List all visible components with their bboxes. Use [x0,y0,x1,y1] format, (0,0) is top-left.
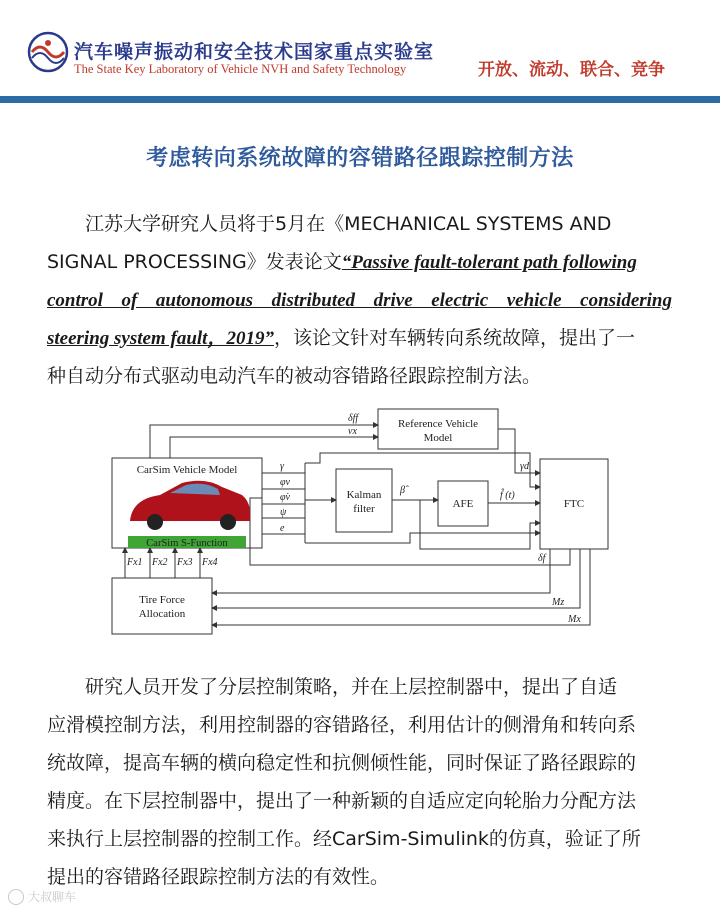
signal-fx1: Fx1 [127,557,143,568]
intro-line-2 [47,243,672,281]
signal-gamma-d: γd [520,461,529,472]
signal-mz: Mz [552,597,565,608]
signal-f-hat: f̂ (t) [500,490,515,501]
signal-fx2: Fx2 [152,557,168,568]
method-line-2: 应滑模控制方法，利用控制器的容错路径，利用估计的侧滑角和转向系 [47,714,637,736]
tire-label-1: Tire Force [139,594,185,606]
tire-label-2: Allocation [138,608,186,620]
reference-label-2: Model [423,432,453,444]
intro-line-3 [47,281,672,319]
signal-e: e [280,523,285,534]
method-line-3: 统故障，提高车辆的横向稳定性和抗侧倾性能，同时保证了路径跟踪的 [47,752,637,774]
signal-vx: vx [348,426,357,437]
reference-label-1: Reference Vehicle [397,418,479,430]
paper-title-part-1[interactable]: “Passive fault-tolerant path following [341,252,637,273]
method-line-5: 来执行上层控制器的控制工作。经CarSim-Simulink的仿真，验证了所 [47,828,641,850]
signal-beta-hat: β̂ [400,485,405,496]
intro-line-4 [47,319,672,357]
signal-fx4: Fx4 [202,557,218,568]
signal-psi: ψ [280,507,287,518]
method-line-1: 研究人员开发了分层控制策略，并在上层控制器中，提出了自适 [85,676,618,698]
intro-text: SIGNAL PROCESSING》发表论文 [47,251,342,273]
signal-mx: Mx [568,614,581,625]
tire-allocation-block [112,578,212,634]
control-system-diagram [110,403,615,640]
method-paragraph [47,668,672,896]
sfunction-label: CarSim S-Function [146,538,228,549]
afe-label: AFE [452,498,474,510]
watermark [8,888,76,905]
watermark-text: 大叔聊车 [28,890,77,904]
page-header [0,0,720,100]
signal-fx3: Fx3 [177,557,193,568]
kalman-label-1: Kalman [346,489,382,501]
signal-delta-ff: δff [348,413,359,424]
signal-phi-dot: φ̇v [280,492,290,503]
lab-name-chinese: 汽车噪声振动和安全技术国家重点实验室 [74,41,435,63]
signal-phi: φv [280,477,290,488]
intro-line-5: 种自动分布式驱动电动汽车的被动容错路径跟踪控制方法。 [47,365,542,387]
kalman-label-2: filter [353,503,375,515]
ftc-label: FTC [563,498,585,510]
car-image [130,481,250,530]
lab-name-english: The State Key Laboratory of Vehicle NVH and Safety Technology [74,62,407,76]
paper-title-part-3[interactable]: steering system fault，2019” [47,328,274,349]
article-title: 考虑转向系统故障的容错路径跟踪控制方法 [146,146,574,171]
intro-paragraph [47,205,672,395]
lab-logo-icon [26,30,70,74]
watermark-icon [8,889,24,905]
signal-gamma: γ [280,461,284,472]
intro-text: ，该论文针对车辆转向系统故障，提出了一 [273,327,635,349]
paper-title-part-2[interactable]: control of autonomous distributed drive electric vehicle considering [47,290,672,311]
lab-slogan: 开放、流动、联合、竞争 [478,60,665,80]
method-line-4: 精度。在下层控制器中，提出了一种新颖的自适应定向轮胎力分配方法 [47,790,637,812]
method-line-6: 提出的容错路径跟踪控制方法的有效性。 [47,866,390,888]
carsim-label: CarSim Vehicle Model [136,464,238,476]
header-divider [0,96,720,103]
intro-line-1: 江苏大学研究人员将于5月在《MECHANICAL SYSTEMS AND [85,213,612,235]
signal-delta-f: δf [538,553,546,564]
